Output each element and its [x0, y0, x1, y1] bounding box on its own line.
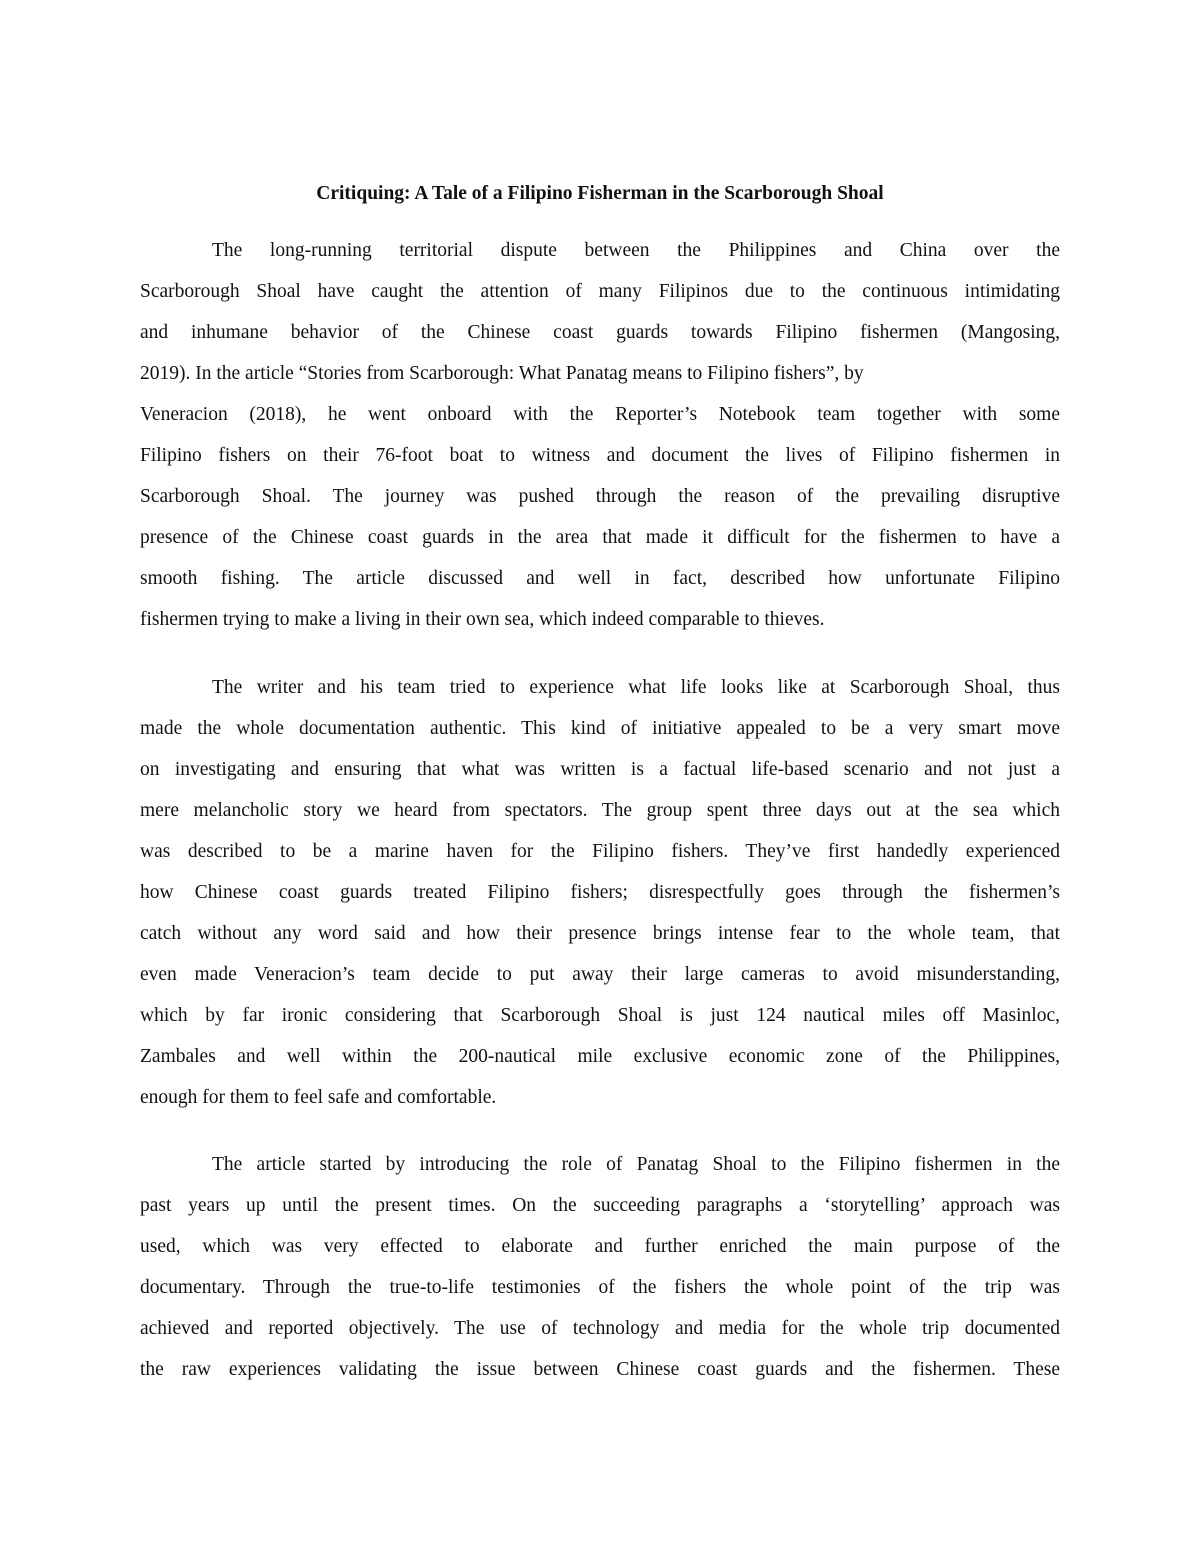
paragraph-line: Scarborough Shoal have caught the attention of many Filipinos due to the continuous intimidating	[140, 281, 1060, 302]
paragraph-line: documentary. Through the true-to-life testimonies of the fishers the whole point of the trip was	[140, 1277, 1060, 1298]
paragraph-line: and inhumane behavior of the Chinese coast guards towards Filipino fishermen (Mangosing,	[140, 322, 1060, 343]
paragraph-line: enough for them to feel safe and comfortable.	[140, 1087, 497, 1108]
paragraph-line: how Chinese coast guards treated Filipino fishers; disrespectfully goes through the fishermen’s	[140, 882, 1060, 903]
paragraph-line: even made Veneracion’s team decide to put away their large cameras to avoid misunderstanding,	[140, 964, 1060, 985]
paragraph-line: The article started by introducing the role of Panatag Shoal to the Filipino fishermen in the	[212, 1154, 1060, 1175]
paragraph-line: The long-running territorial dispute between the Philippines and China over the	[212, 240, 1060, 261]
paragraph-line: catch without any word said and how their presence brings intense fear to the whole team, that	[140, 923, 1060, 944]
document-title: Critiquing: A Tale of a Filipino Fisherman in the Scarborough Shoal	[316, 183, 884, 204]
paragraph-line: on investigating and ensuring that what was written is a factual life-based scenario and not just a	[140, 759, 1060, 780]
paragraph-line: The writer and his team tried to experience what life looks like at Scarborough Shoal, thus	[212, 677, 1060, 698]
paragraph-line: used, which was very effected to elaborate and further enriched the main purpose of the	[140, 1236, 1060, 1257]
paragraph-line: smooth fishing. The article discussed and well in fact, described how unfortunate Filipino	[140, 568, 1060, 589]
paragraph-line: 2019). In the article “Stories from Scarborough: What Panatag means to Filipino fishers”, by	[140, 363, 864, 384]
paragraph-line: Zambales and well within the 200-nautical mile exclusive economic zone of the Philippines,	[140, 1046, 1060, 1067]
paragraph-line: made the whole documentation authentic. This kind of initiative appealed to be a very smart move	[140, 718, 1060, 739]
paragraph-line: was described to be a marine haven for the Filipino fishers. They’ve first handedly experienced	[140, 841, 1060, 862]
paragraph-line: past years up until the present times. On the succeeding paragraphs a ‘storytelling’ approach was	[140, 1195, 1060, 1216]
paragraph-line: achieved and reported objectively. The use of technology and media for the whole trip documented	[140, 1318, 1060, 1339]
paragraph-line: Scarborough Shoal. The journey was pushed through the reason of the prevailing disruptive	[140, 486, 1060, 507]
paragraph-line: Veneracion (2018), he went onboard with the Reporter’s Notebook team together with some	[140, 404, 1060, 425]
paragraph-line: which by far ironic considering that Scarborough Shoal is just 124 nautical miles off Masinloc,	[140, 1005, 1060, 1026]
paragraph-line: mere melancholic story we heard from spectators. The group spent three days out at the sea which	[140, 800, 1060, 821]
paragraph-line: Filipino fishers on their 76-foot boat to witness and document the lives of Filipino fishermen in	[140, 445, 1060, 466]
paragraph-line: fishermen trying to make a living in their own sea, which indeed comparable to thieves.	[140, 609, 825, 630]
paragraph-line: the raw experiences validating the issue between Chinese coast guards and the fishermen. These	[140, 1359, 1060, 1380]
paragraph-line: presence of the Chinese coast guards in the area that made it difficult for the fishermen to have a	[140, 527, 1060, 548]
